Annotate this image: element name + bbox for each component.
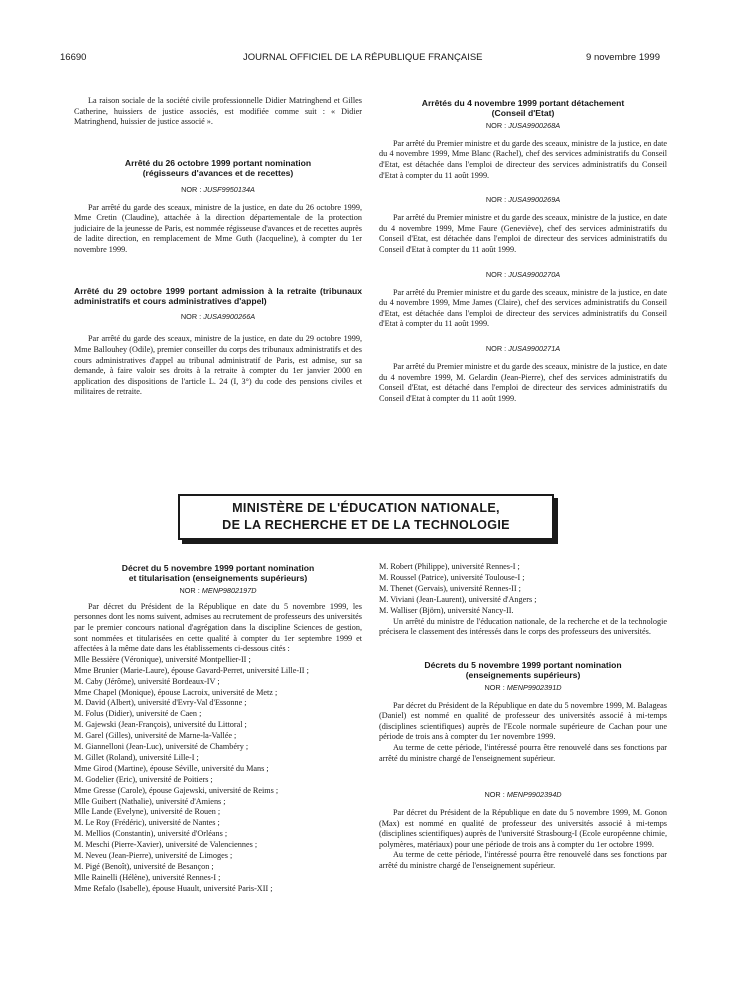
list-item: M. Gillet (Roland), université Lille-I ; [74,752,199,762]
decree-body: Par arrêté du Premier ministre et du garde des sceaux, ministre de la justice, en date du 4 novembre 1999, Mme Faure (Geneviève), chef des services administratifs du Conseil d'Etat, est détachée dans l'emploi de directeur des services administratifs du Conseil d'Etat à compter du 11 août 1999. [379,213,667,254]
decree-title: Arrêté du 29 octobre 1999 portant admission à la retraite (tribunaux administratifs et cours administratives d'appel) [74,285,362,306]
decree-body: Par décret du Président de la République en date du 5 novembre 1999, M. Gonon (Max) est nommé en qualité de professeur des universités associé à mi-temps (disciplines scientifiques) auprès de l'université Strasbourg-I (Ecole européenne chimie, polymères, matériaux) pour une période de trois ans à compter du 1er octobre 1999. [379,808,667,849]
list-item: Mme Chapel (Monique), épouse Lacroix, université de Metz ; [74,687,278,697]
list-item: M. Robert (Philippe), université Rennes-I ; [379,562,520,571]
decree-title-line: Décret du 5 novembre 1999 portant nomination [121,563,315,573]
list-item: Mme Refalo (Isabelle), épouse Huault, université Paris-XII ; [74,883,273,893]
left-bottom-column [74,563,362,895]
nor-code: JUSA9900270A [508,269,561,279]
nor-code: MENP9902391D [506,682,562,692]
nor-label: NOR : [180,312,202,322]
list-item: M. Neveu (Jean-Pierre), université de Limoges ; [74,851,233,861]
list-item: M. Caby (Jérôme), université Bordeaux-IV ; [74,676,220,686]
list-item: M. Pigé (Benoît), université de Besançon ; [74,862,214,871]
intro-paragraph: La raison sociale de la société civile professionnelle Didier Matringhend et Gilles Catherine, huissiers de justice associés, est modifiée comme suit : « Didier Matringhend, huissier de justice associé ». [74,96,362,127]
nor-label: NOR : [485,343,507,353]
decree-body: Par décret du Président de la République en date du 5 novembre 1999, les personnes dont les noms suivent, admises au recrutement de professeurs des universités par le premier concours national d'agrégation dans la discipline Sciences de gestion, sont nommées et titularisées en cette qualité à compter du 1er septembre 1999 et affectées à la même date dans les établissements ci-dessous cités : [74,601,362,654]
nor-label: NOR : [179,585,200,595]
closing-paragraph: Un arrêté du ministre de l'éducation nationale, de la recherche et de la technologie précisera le classement des intéressés dans le corps des professeurs des universités. [379,616,667,637]
nor-reference [379,344,667,354]
decree-title-line: (Conseil d'Etat) [491,108,555,119]
nor-code: JUSF9950134A [203,184,255,194]
decree-title [74,158,362,179]
decree-body: Au terme de cette période, l'intéressé pourra être renouvelé dans ses fonctions par arrêté du ministre chargé de l'enseignement supérieur. [379,742,667,763]
nor-label: NOR : [485,269,507,279]
nor-code: MENP9902394D [506,790,562,800]
decree-title-line: Décrets du 5 novembre 1999 portant nomination [424,659,622,670]
appointee-list [74,655,362,895]
list-item: M. Godelier (Eric), université de Poitiers ; [74,774,213,784]
list-item: M. Roussel (Patrice), université Toulouse-I ; [379,572,525,582]
journal-title: JOURNAL OFFICIEL DE LA RÉPUBLIQUE FRANÇAISE [243,52,483,63]
ministry-banner-line: DE LA RECHERCHE ET DE LA TECHNOLOGIE [222,518,510,532]
list-item: Mlle Lande (Evelyne), université de Rouen ; [74,807,221,817]
nor-reference [379,270,667,280]
list-item: M. Viviani (Jean-Laurent), université d'Angers ; [379,594,537,604]
decree-body: Par arrêté du Premier ministre et du garde des sceaux, ministre de la justice, en date du 4 novembre 1999, Mme Blanc (Rachel), chef des services administratifs du Conseil d'Etat, est détachée dans l'emploi de directeur des services administratifs du Conseil d'Etat à compter du 11 août 1999. [379,138,667,180]
decree-body: Au terme de cette période, l'intéressé pourra être renouvelé dans ses fonctions par arrêté du ministre chargé de l'enseignement supérieur. [379,850,667,871]
list-item: M. Giannelloni (Jean-Luc), université de Chambéry ; [74,742,249,752]
appointee-list [379,562,667,617]
decree-body: Par arrêté du Premier ministre et du garde des sceaux, ministre de la justice, en date du 4 novembre 1999, M. Gelardin (Jean-Pierre), chef des services administratifs du Conseil d'Etat, est détaché dans l'emploi de directeur des services administratifs du Conseil d'Etat à compter du 11 août 1999. [379,361,667,403]
list-item: M. Thenet (Gervais), université Rennes-II ; [379,583,521,593]
nor-code: JUSA9900269A [508,195,561,205]
list-item: M. Mellios (Constantin), université d'Orléans ; [74,829,228,839]
list-item: M. David (Albert), université d'Evry-Val d'Essonne ; [74,698,247,708]
decree-title [379,660,667,681]
nor-label: NOR : [484,682,505,692]
nor-reference [379,121,667,131]
nor-code: JUSA9900266A [203,312,256,322]
issue-date: 9 novembre 1999 [586,52,660,63]
nor-reference [379,683,667,693]
nor-reference [379,195,667,205]
list-item: Mme Gresse (Carole), épouse Gajewski, université de Reims ; [74,785,279,795]
decree-body: Par arrêté du garde des sceaux, ministre de la justice, en date du 29 octobre 1999, Mme Ballouhey (Odile), premier conseiller du corps des tribunaux administratifs et des cours administratives d'appel au tribunal administratif de Paris, est admise, sur sa demande, à faire valoir ses droits à la retraite à compter du 1er janvier 2000 en application des dispositions de l'article L. 24 (I, 3°) du code des pensions civiles et militaires de retraite. [74,334,362,397]
list-item: M. Walliser (Björn), université Nancy-II. [379,605,514,615]
nor-code: JUSA9900268A [508,120,561,130]
decree-title-line: Arrêtés du 4 novembre 1999 portant détachement [421,98,625,108]
page-number: 16690 [60,52,87,63]
left-top-column [74,96,362,398]
list-item: Mme Girod (Martine), épouse Séville, université du Mans ; [74,763,269,773]
decree-body: Par arrêté du garde des sceaux, ministre de la justice, en date du 26 octobre 1999, Mme Cretin (Claudine), attachée à la direction départementale de la protection judiciaire de la jeunesse de Paris, est nommée régisseuse d'avances et de recettes auprès de ladite direction, en remplacement de Mme Guth (Jacqueline), à compter du 1er novembre 1999. [74,202,362,254]
right-top-column [379,98,667,404]
nor-label: NOR : [485,120,507,130]
nor-code: MENP9802197D [201,585,257,595]
right-bottom-column [379,562,667,872]
list-item: Mlle Guibert (Nathalie), université d'Amiens ; [74,796,226,806]
nor-reference [74,312,362,322]
list-item: M. Folus (Didier), université de Caen ; [74,709,202,719]
list-item: M. Le Roy (Frédéric), université de Nantes ; [74,818,220,828]
list-item: M. Meschi (Pierre-Xavier), université de Valenciennes ; [74,840,258,850]
list-item: M. Gajewski (Jean-François), université du Littoral ; [74,720,247,730]
list-item: Mlle Rainelli (Hélène), université Rennes-I ; [74,872,221,882]
page-header [60,52,660,68]
nor-code: JUSA9900271A [508,343,561,353]
nor-label: NOR : [485,195,507,205]
list-item: M. Garel (Gilles), université de Marne-la-Vallée ; [74,731,237,741]
ministry-banner [178,494,554,540]
decree-body: Par décret du Président de la République en date du 5 novembre 1999, M. Balageas (Daniel) est nommé en qualité de professeur des universités associé à mi-temps (disciplines scientifiques) auprès de l'Ecole normale supérieure de Cachan pour une période de trois ans à compter du 1er novembre 1999. [379,700,667,742]
decree-title [74,563,362,584]
decree-body: Par arrêté du Premier ministre et du garde des sceaux, ministre de la justice, en date du 4 novembre 1999, Mme James (Claire), chef des services administratifs du Conseil d'Etat, est détachée dans l'emploi de directeur des services administratifs du Conseil d'Etat à compter du 11 août 1999. [379,287,667,329]
decree-title-line: (régisseurs d'avances et de recettes) [142,168,294,179]
nor-reference [74,586,362,596]
nor-reference [379,790,667,800]
nor-label: NOR : [484,790,505,800]
decree-title-line: Arrêté du 26 octobre 1999 portant nomination [124,157,312,168]
decree-title-line: et titularisation (enseignements supérieurs) [128,573,308,584]
nor-label: NOR : [181,184,202,194]
list-item: Mlle Bessière (Véronique), université Montpellier-II ; [74,654,251,664]
decree-title [379,98,667,119]
ministry-banner-line: MINISTÈRE DE L'ÉDUCATION NATIONALE, [232,501,500,515]
list-item: Mme Brunier (Marie-Laure), épouse Gavard-Perret, université Lille-II ; [74,665,309,675]
nor-reference [74,185,362,195]
decree-title-line: (enseignements supérieurs) [465,670,581,681]
